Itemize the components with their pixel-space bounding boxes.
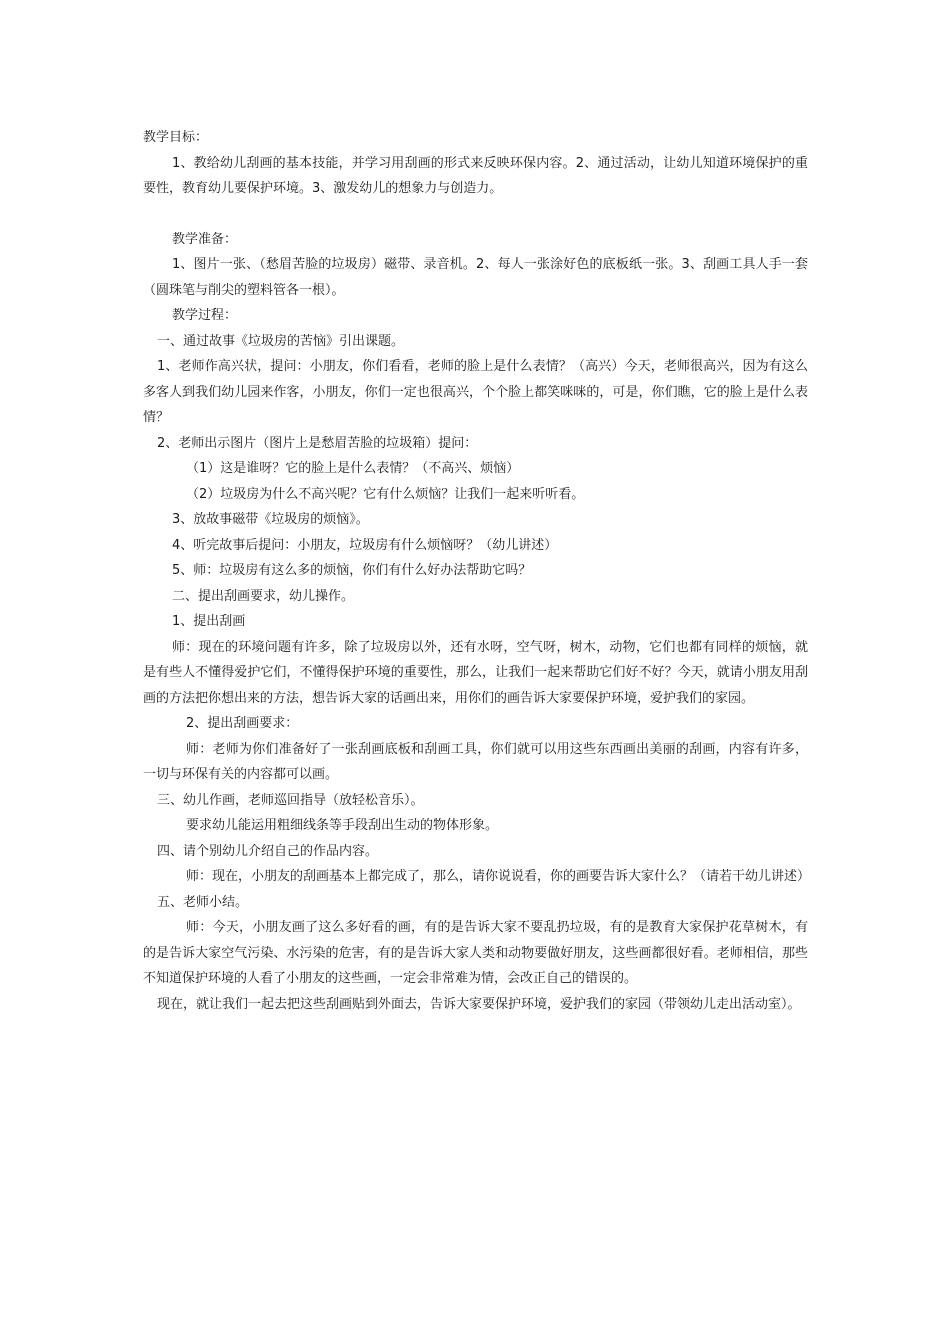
section-three-detail: 要求幼儿能运用粗细线条等手段刮出生动的物体形象。	[186, 818, 499, 833]
section-two-title: 二、提出刮画要求，幼儿操作。	[172, 588, 355, 604]
blank-line	[143, 202, 808, 227]
heading-teaching-preparation: 教学准备：	[172, 231, 238, 247]
section-five-title: 五、老师小结。	[157, 894, 249, 910]
section-one-title: 一、通过故事《垃圾房的苦恼》引出课题。	[157, 333, 405, 349]
section-two-requirements: 师：老师为你们准备好了一张刮画底板和刮画工具，你们就可以用这些东西画出美丽的刮画，内容有许多，一切与环保有关的内容都可以画。	[143, 741, 808, 782]
heading-teaching-process: 教学过程：	[172, 308, 238, 323]
question-2: （2）垃圾房为什么不高兴呢？它有什么烦恼？让我们一起来听听看。	[186, 486, 585, 502]
section-three-title: 三、幼儿作画，老师巡回指导（放轻松音乐）。	[157, 792, 424, 808]
process-step-3: 3、放故事磁带《垃圾房的烦恼》。	[172, 512, 369, 527]
process-step-1: 1、老师作高兴状，提问：小朋友，你们看看，老师的脸上是什么表情？（高兴）今天，老师很高兴，因为有这么多客人到我们幼儿园来作客，小朋友，你们一定也很高兴，个个脸上都笑咪咪的，可是，你们瞧，它的脸上是什么表情？	[143, 359, 808, 425]
heading-teaching-goals: 教学目标：	[143, 130, 209, 145]
section-two-teacher-talk: 师：现在的环境问题有许多，除了垃圾房以外，还有水呀，空气呀，树木，动物，它们也都有同样的烦恼，就是有些人不懂得爱护它们，不懂得保护环境的重要性，那么，让我们一起来帮助它们好不好？今天，就请小朋友用刮画的方法把你想出来的方法，想告诉大家的话画出来，用你们的画告诉大家要保护环境，爱护我们的家园。	[143, 639, 808, 706]
section-two-step-2: 2、提出刮画要求：	[186, 716, 299, 731]
preparation-paragraph: 1、图片一张、（愁眉苦脸的垃圾房）磁带、录音机。2、每人一张涂好色的底板纸一张。3、刮画工具人手一套（圆珠笔与削尖的塑料管各一根）。	[143, 257, 808, 298]
process-step-2: 2、老师出示图片（图片上是愁眉苦脸的垃圾箱）提问：	[157, 435, 478, 451]
section-four-title: 四、请个别幼儿介绍自己的作品内容。	[157, 843, 379, 859]
document-body	[143, 125, 811, 1017]
section-four-detail: 师：现在，小朋友的刮画基本上都完成了，那么，请你说说看，你的画要告诉大家什么？（请若干幼儿讲述）	[186, 869, 811, 884]
process-step-5: 5、师：垃圾房有这么多的烦恼，你们有什么好办法帮助它吗？	[172, 563, 532, 578]
section-five-detail: 师：今天，小朋友画了这么多好看的画，有的是告诉大家不要乱扔垃圾，有的是教育大家保护花草树木，有的是告诉大家空气污染、水污染的危害，有的是告诉大家人类和动物要做好朋友，这些画都很好看。老师相信，那些不知道保护环境的人看了小朋友的这些画，一定会非常难为情，会改正自己的错误的。	[143, 920, 808, 986]
question-1: （1）这是谁呀？它的脸上是什么表情？（不高兴、烦恼）	[186, 461, 520, 476]
goals-paragraph: 1、教给幼儿刮画的基本技能，并学习用刮画的形式来反映环保内容。2、通过活动，让幼儿知道环境保护的重要性，教育幼儿要保护环境。3、激发幼儿的想象力与创造力。	[143, 155, 808, 196]
process-step-4: 4、听完故事后提问：小朋友，垃圾房有什么烦恼呀？（幼儿讲述）	[172, 537, 558, 553]
section-two-step-1: 1、提出刮画	[172, 614, 246, 629]
closing-paragraph: 现在，就让我们一起去把这些刮画贴到外面去，告诉大家要保护环境，爱护我们的家园（带领幼儿走出活动室）。	[157, 996, 801, 1012]
